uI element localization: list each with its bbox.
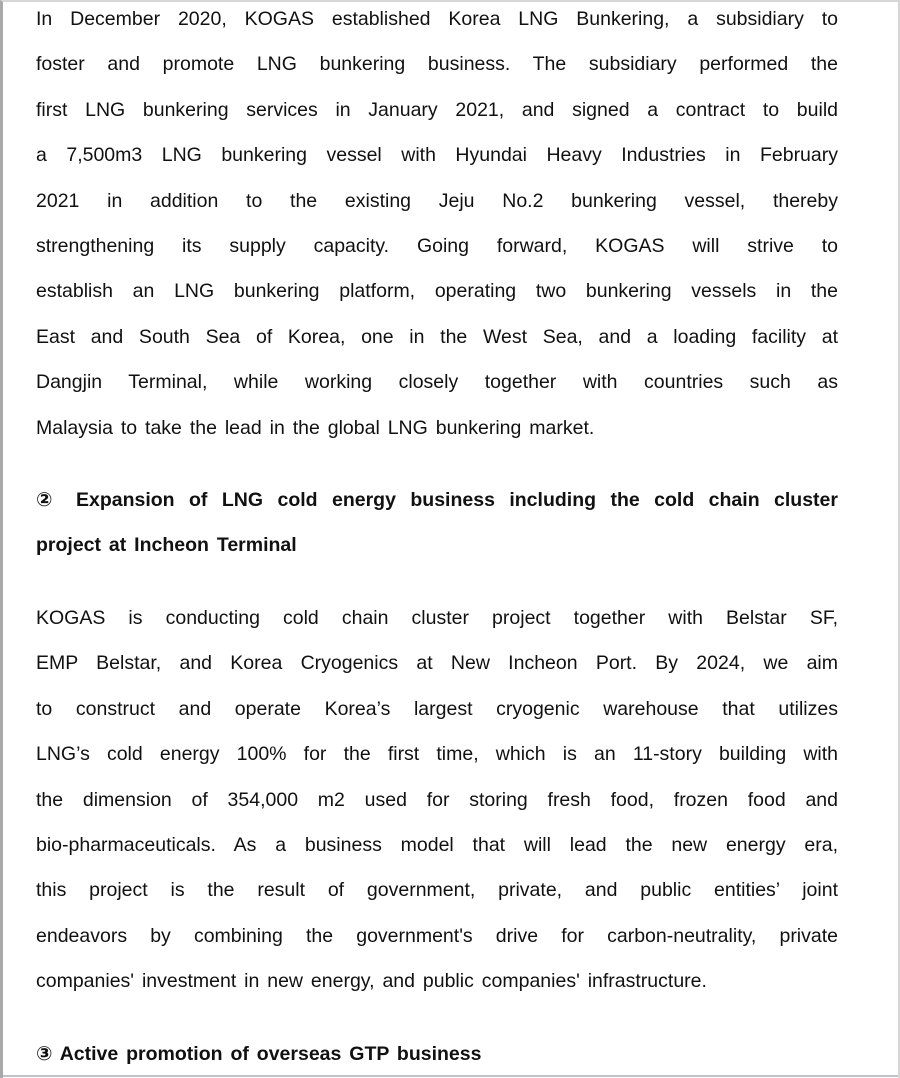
- bottom-rule: [3, 1075, 898, 1077]
- text-line: KOGAS is conducting cold chain cluster project together with Belstar SF,: [36, 606, 838, 629]
- text-line: EMP Belstar, and Korea Cryogenics at New Incheon Port. By 2024, we aim: [36, 652, 838, 675]
- text-line: companies' investment in new energy, and public companies' infrastructure.: [36, 970, 707, 993]
- text-line: foster and promote LNG bunkering business. The subsidiary performed the: [36, 53, 838, 76]
- text-line: strengthening its supply capacity. Going forward, KOGAS will strive to: [36, 235, 838, 258]
- text-line: East and South Sea of Korea, one in the West Sea, and a loading facility at: [36, 325, 838, 348]
- text-line: first LNG bunkering services in January 2021, and signed a contract to build: [36, 98, 838, 121]
- text-line: this project is the result of government, private, and public entities’ joint: [36, 879, 838, 902]
- text-line: to construct and operate Korea’s largest cryogenic warehouse that utilizes: [36, 697, 838, 720]
- text-line: LNG’s cold energy 100% for the first time, which is an 11-story building with: [36, 743, 838, 766]
- body-paragraph: [36, 596, 838, 1005]
- text-line: In December 2020, KOGAS established Korea LNG Bunkering, a subsidiary to: [36, 8, 838, 30]
- section-heading: [36, 1032, 838, 1077]
- text-line: Dangjin Terminal, while working closely together with countries such as: [36, 371, 838, 394]
- text-line: a 7,500m3 LNG bunkering vessel with Hyundai Heavy Industries in February: [36, 144, 838, 167]
- text-line: ③ Active promotion of overseas GTP business: [36, 1042, 482, 1065]
- text-line: bio-pharmaceuticals. As a business model that will lead the new energy era,: [36, 833, 838, 856]
- text-line: Malaysia to take the lead in the global LNG bunkering market.: [36, 416, 595, 439]
- text-line: ② Expansion of LNG cold energy business including the cold chain cluster: [36, 489, 838, 512]
- text-line: project at Incheon Terminal: [36, 534, 297, 557]
- text-line: 2021 in addition to the existing Jeju No.2 bunkering vessel, thereby: [36, 189, 838, 212]
- text-line: endeavors by combining the government's drive for carbon-neutrality, private: [36, 924, 838, 947]
- section-heading: [36, 478, 838, 569]
- text-line: establish an LNG bunkering platform, operating two bunkering vessels in the: [36, 280, 838, 303]
- body-paragraph: [36, 0, 838, 451]
- document-body: [3, 0, 898, 1077]
- text-line: the dimension of 354,000 m2 used for storing fresh food, frozen food and: [36, 788, 838, 811]
